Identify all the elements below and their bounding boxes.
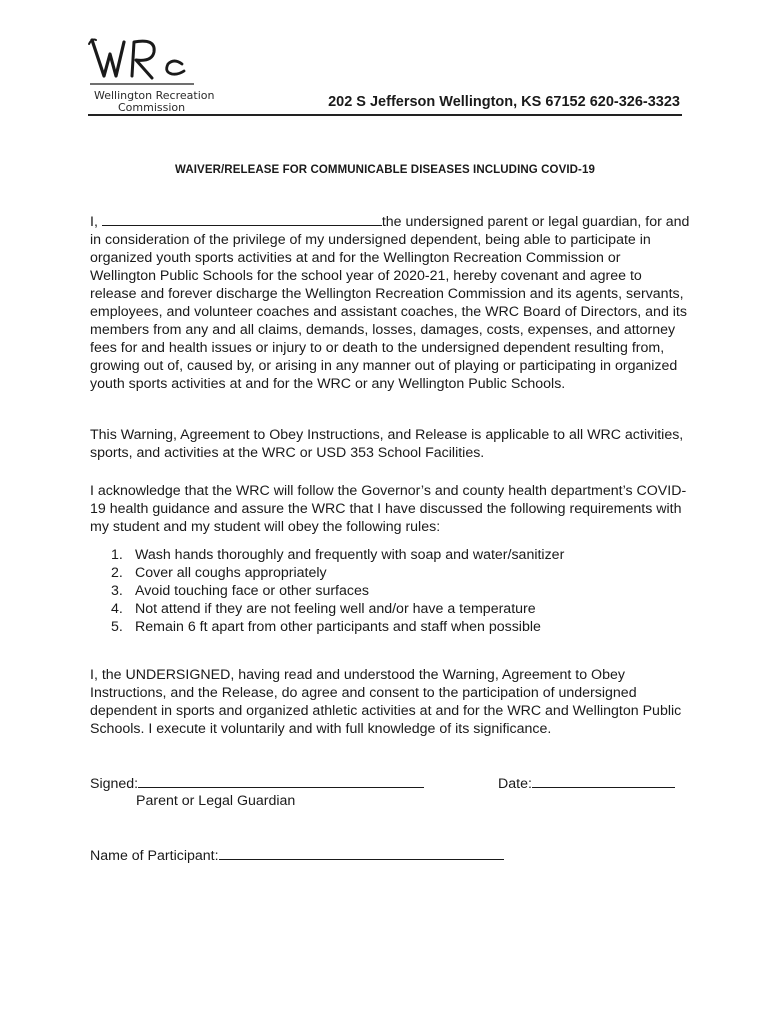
header-divider bbox=[88, 114, 682, 116]
rule-text: Remain 6 ft apart from other participants and staff when possible bbox=[135, 619, 541, 635]
consent-paragraph: I, the UNDERSIGNED, having read and understood the Warning, Agreement to Obey Instructions, and the Release, do agree and consent to the participation of undersigned dependent in sports and organized athletic activities at and for the WRC and Wellington Public Schools. I execute it voluntarily and with full knowledge of its significance. bbox=[90, 667, 682, 737]
warning-paragraph: This Warning, Agreement to Obey Instructions, and Release is applicable to all WRC activities, sports, and activities at the WRC or USD 353 School Facilities. bbox=[90, 427, 684, 461]
logo-text-line2: Commission bbox=[118, 101, 186, 114]
guardian-name-blank[interactable] bbox=[102, 212, 382, 226]
signature-row bbox=[90, 774, 424, 792]
signature-field[interactable] bbox=[138, 774, 424, 788]
header-address: 202 S Jefferson Wellington, KS 67152 620-326-3323 bbox=[328, 94, 680, 110]
paragraph-prefix: I, bbox=[90, 214, 102, 230]
list-item bbox=[90, 618, 690, 636]
rule-number: 2. bbox=[111, 565, 123, 581]
document-title: WAIVER/RELEASE FOR COMMUNICABLE DISEASES INCLUDING COVID-19 bbox=[175, 164, 595, 176]
list-item bbox=[90, 582, 690, 600]
list-item bbox=[90, 600, 690, 618]
participant-row bbox=[90, 846, 504, 864]
rule-number: 1. bbox=[111, 547, 123, 563]
signature-caption: Parent or Legal Guardian bbox=[136, 793, 296, 809]
rule-text: Avoid touching face or other surfaces bbox=[135, 583, 369, 599]
rules-list bbox=[90, 546, 690, 636]
rule-number: 5. bbox=[111, 619, 123, 635]
release-paragraph bbox=[90, 212, 690, 393]
rule-text: Wash hands thoroughly and frequently with soap and water/sanitizer bbox=[135, 547, 565, 563]
participant-label: Name of Participant: bbox=[90, 848, 219, 864]
list-item bbox=[90, 546, 690, 564]
signed-label: Signed: bbox=[90, 776, 139, 792]
acknowledge-paragraph: I acknowledge that the WRC will follow the Governor’s and county health department’s COVID-19 health guidance and assure the WRC that I have discussed the following requirements with my student and my student will obey the following rules: bbox=[90, 483, 687, 535]
participant-name-field[interactable] bbox=[219, 846, 504, 860]
wrc-logo-mark bbox=[86, 34, 198, 90]
date-label: Date: bbox=[498, 776, 532, 792]
wrc-logo bbox=[86, 34, 215, 116]
rule-number: 3. bbox=[111, 583, 123, 599]
rule-text: Cover all coughs appropriately bbox=[135, 565, 327, 581]
release-paragraph-text: the undersigned parent or legal guardian, for and in consideration of the privilege of my undersigned dependent, being able to participate in organized youth sports activities at and for the Wellington Recreation Commission or Wellington Public Schools for the school year of 2020-21, hereby covenant and agree to release and forever discharge the Wellington Recreation Commission and its agents, servants, employees, and volunteer coaches and assistant coaches, the WRC Board of Directors, and its members from any and all claims, demands, losses, damages, costs, expenses, and attorney fees for and health issues or injury to or death to the undersigned dependent resulting from, growing out of, caused by, or arising in any manner out of playing or participating in organized youth sports activities at and for the WRC or any Wellington Public Schools. bbox=[90, 214, 690, 392]
list-item bbox=[90, 564, 690, 582]
date-row bbox=[498, 774, 675, 792]
date-field[interactable] bbox=[532, 774, 675, 788]
rule-number: 4. bbox=[111, 601, 123, 617]
logo-text-line1: Wellington Recreation bbox=[94, 89, 215, 102]
rule-text: Not attend if they are not feeling well and/or have a temperature bbox=[135, 601, 536, 617]
